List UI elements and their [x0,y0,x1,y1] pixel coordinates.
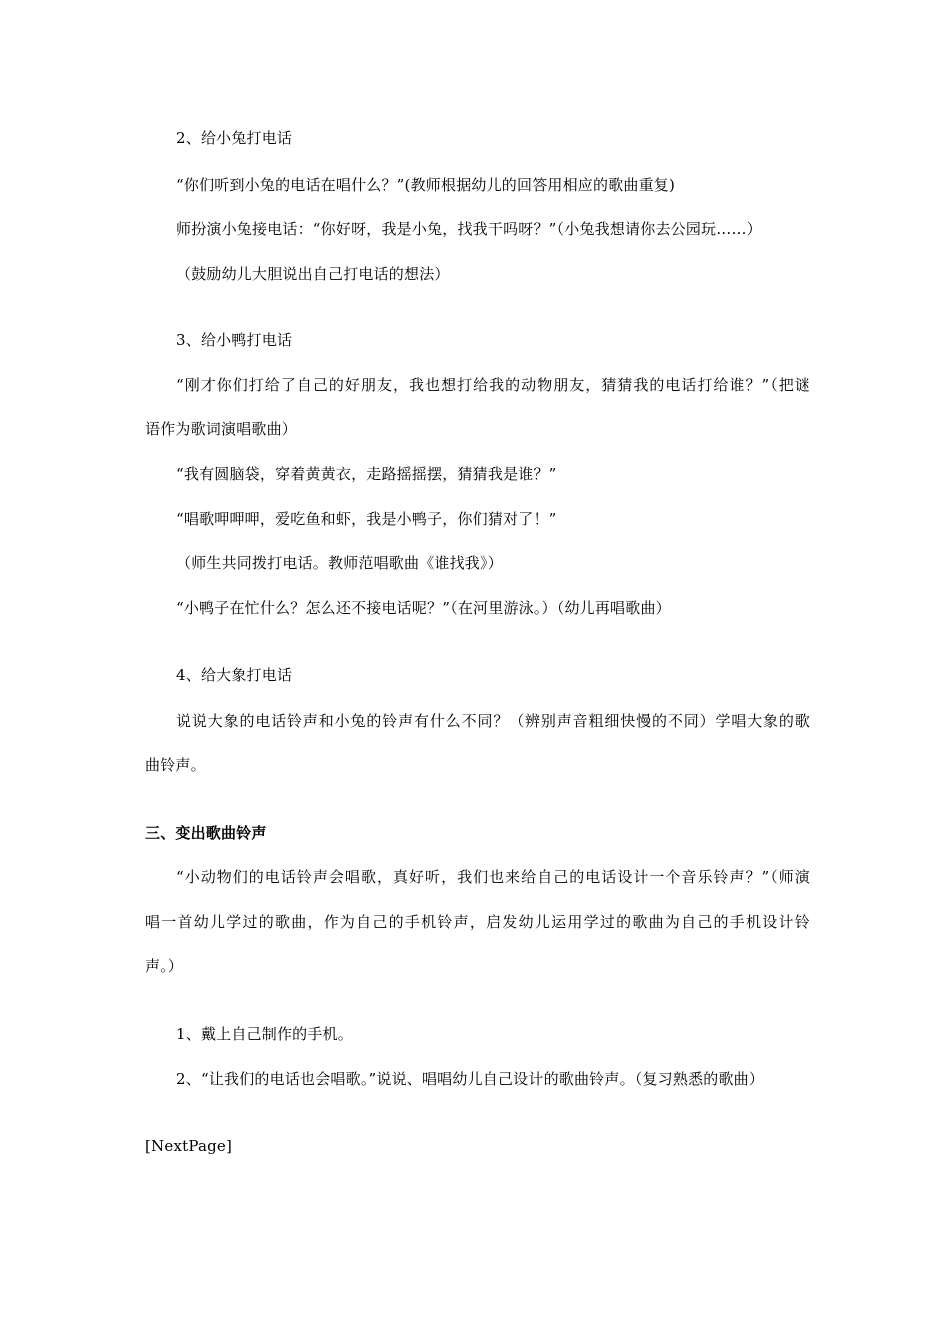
section-heading-ringtone: 三、变出歌曲铃声 [145,824,267,842]
section-heading-call-rabbit: 2、给小兔打电话 [176,129,293,147]
paragraph-line: （鼓励幼儿大胆说出自己打电话的想法） [176,265,450,283]
list-item: 1、戴上自己制作的手机。 [176,1025,353,1043]
paragraph-line: “唱歌呷呷呷，爱吃鱼和虾，我是小鸭子，你们猜对了！” [176,510,557,528]
paragraph-line: （师生共同拨打电话。教师范唱歌曲《谁找我》） [176,554,503,572]
paragraph-line: 声。） [145,957,184,975]
section-heading-call-duck: 3、给小鸭打电话 [176,331,293,349]
paragraph-line: 说说大象的电话铃声和小兔的铃声有什么不同？（辨别声音粗细快慢的不同）学唱大象的歌 [176,712,810,730]
paragraph-line: “小动物们的电话铃声会唱歌，真好听，我们也来给自己的电话设计一个音乐铃声？”（师演 [176,868,810,886]
list-item: 2、“让我们的电话也会唱歌。”说说、唱唱幼儿自己设计的歌曲铃声。（复习熟悉的歌曲） [176,1070,765,1088]
paragraph-line: 师扮演小兔接电话：“你好呀，我是小兔，找我干吗呀？”（小兔我想请你去公园玩……） [176,220,762,238]
paragraph-line: “你们听到小兔的电话在唱什么？”(教师根据幼儿的回答用相应的歌曲重复) [176,176,676,194]
paragraph-line: 曲铃声。 [145,756,206,774]
paragraph-line: “刚才你们打给了自己的好朋友，我也想打给我的动物朋友，猜猜我的电话打给谁？”（把谜 [176,376,810,394]
paragraph-line: “小鸭子在忙什么？怎么还不接电话呢？”（在河里游泳。）（幼儿再唱歌曲） [176,599,671,617]
paragraph-line: 语作为歌词演唱歌曲） [145,420,298,438]
section-heading-call-elephant: 4、给大象打电话 [176,666,293,684]
paragraph-line: 唱一首幼儿学过的歌曲，作为自己的手机铃声，启发幼儿运用学过的歌曲为自己的手机设计铃 [145,913,810,931]
paragraph-line: “我有圆脑袋，穿着黄黄衣，走路摇摇摆，猜猜我是谁？” [176,465,557,483]
next-page-marker: [NextPage] [145,1137,233,1155]
